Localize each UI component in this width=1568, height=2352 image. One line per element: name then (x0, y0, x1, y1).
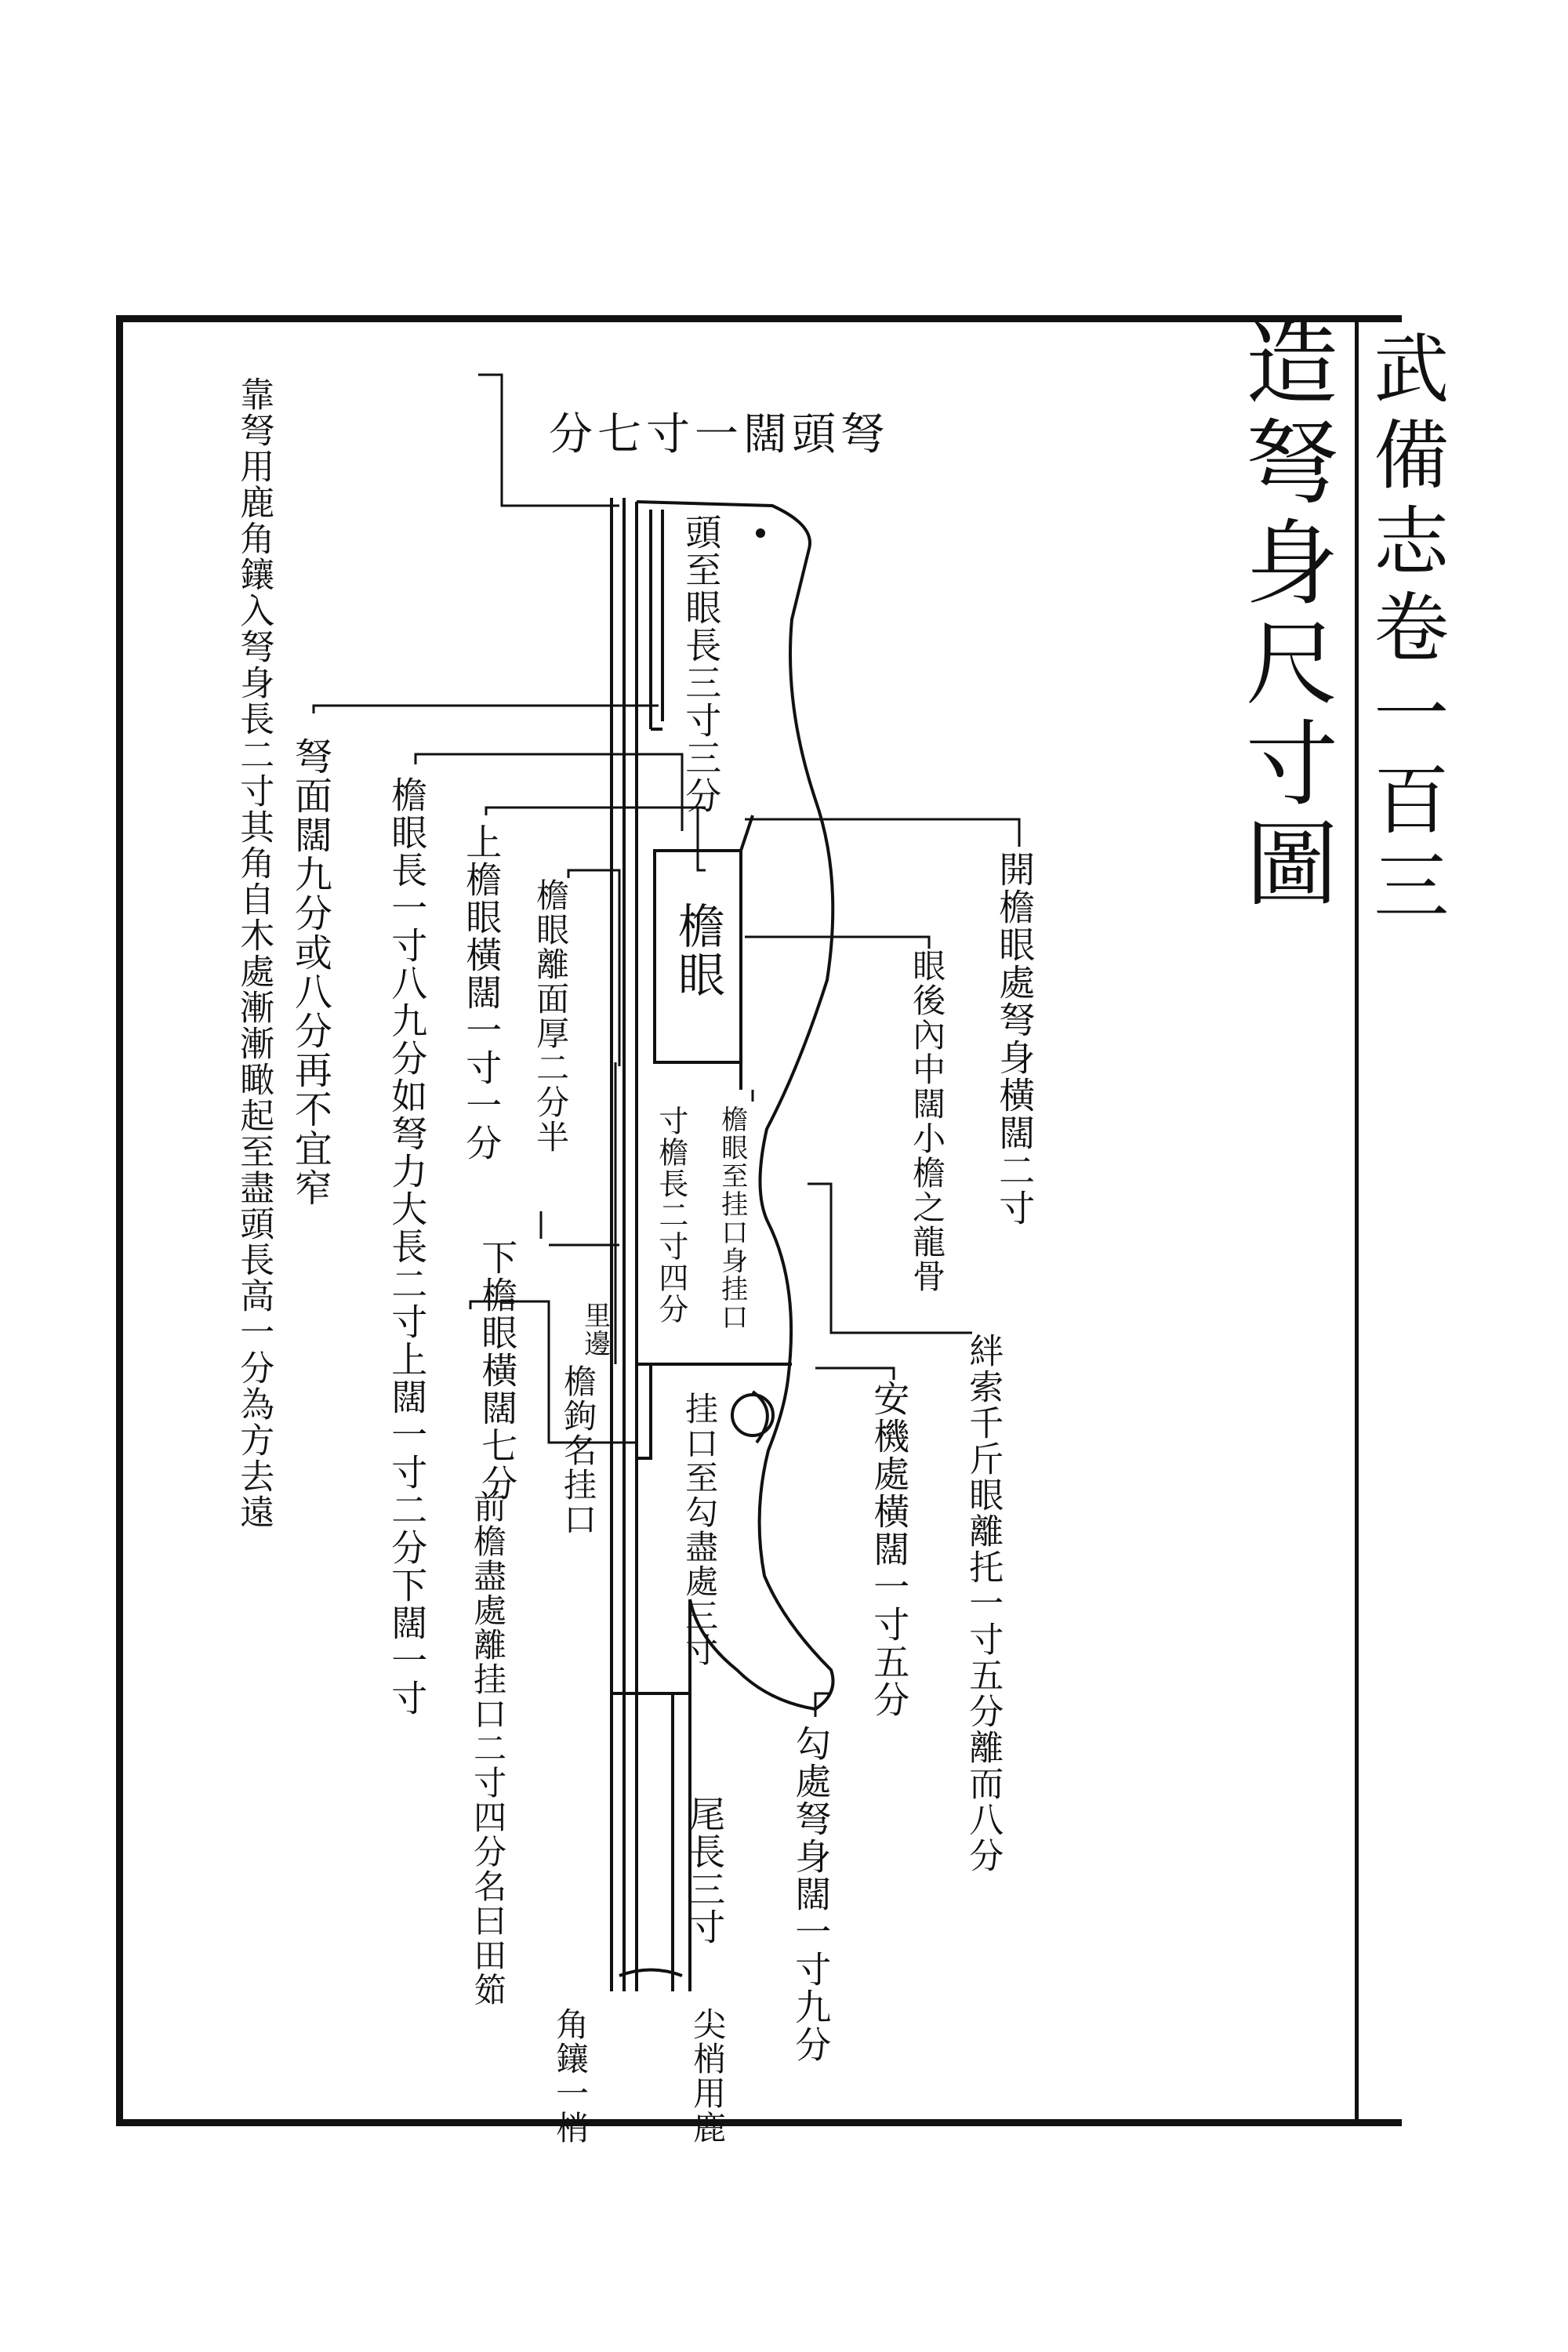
slot-depth-note: 檐眼離面厚二分半 (532, 878, 571, 1154)
lower-slot-note: 下檐眼橫闊七分 (476, 1239, 519, 1502)
slot-width-note: 開檐眼處弩身橫闊二寸 (993, 851, 1036, 1227)
front-slot-note: 前檐盡處離挂口二寸四分名曰田筎 (469, 1490, 508, 2007)
slot-label: 檐眼 (670, 902, 725, 999)
slot-back-note: 眼後內中闊小檐之龍骨 (908, 949, 947, 1294)
head-to-slot-note: 頭至眼長三寸三分 (680, 514, 723, 815)
head-width-label: 弩頭闊一寸七分 (549, 409, 889, 460)
corner-note: 靠弩用鹿角鑲入弩身長二寸其角自木處漸漸瞰起至盡頭長高一分為方去遠 (234, 376, 274, 1530)
install-width-note: 安機處橫闊一寸五分 (868, 1380, 911, 1719)
tail-length-note: 尾長三寸 (684, 1795, 727, 1946)
trigger-top-label: 里邊 (579, 1301, 611, 1358)
string-width-note: 絆索千斤眼離托一寸五分離而八分 (963, 1333, 1004, 1874)
upper-slot-note: 上檐眼橫闊一寸一分 (460, 823, 503, 1162)
catch-to-tail-note: 挂口至勾盡處三寸 (681, 1392, 720, 1668)
slot-length-note: 檐眼長一寸八九分如弩力大長二寸上闊一寸二分下闊一寸 (386, 776, 429, 1717)
tail-cap-left-note: 角鑲一梢 (551, 2007, 590, 2145)
face-width-note: 弩面闊九分或八分再不宜窄 (288, 737, 332, 1207)
tail-cap-right-note: 尖梢用鹿 (688, 2007, 728, 2145)
small-measure-note: 寸檐長二寸四分 (653, 1105, 688, 1325)
slot-to-catch-note: 檐眼至挂口身挂口 (716, 1105, 748, 1331)
trigger-hook-note: 檐鉤名挂口 (559, 1364, 598, 1537)
page-title: 造弩身尺寸圖 (1229, 314, 1338, 916)
margin-header: 武備志卷一百三 (1361, 329, 1450, 933)
hook-width-note: 勾處弩身闊一寸九分 (789, 1725, 833, 2063)
